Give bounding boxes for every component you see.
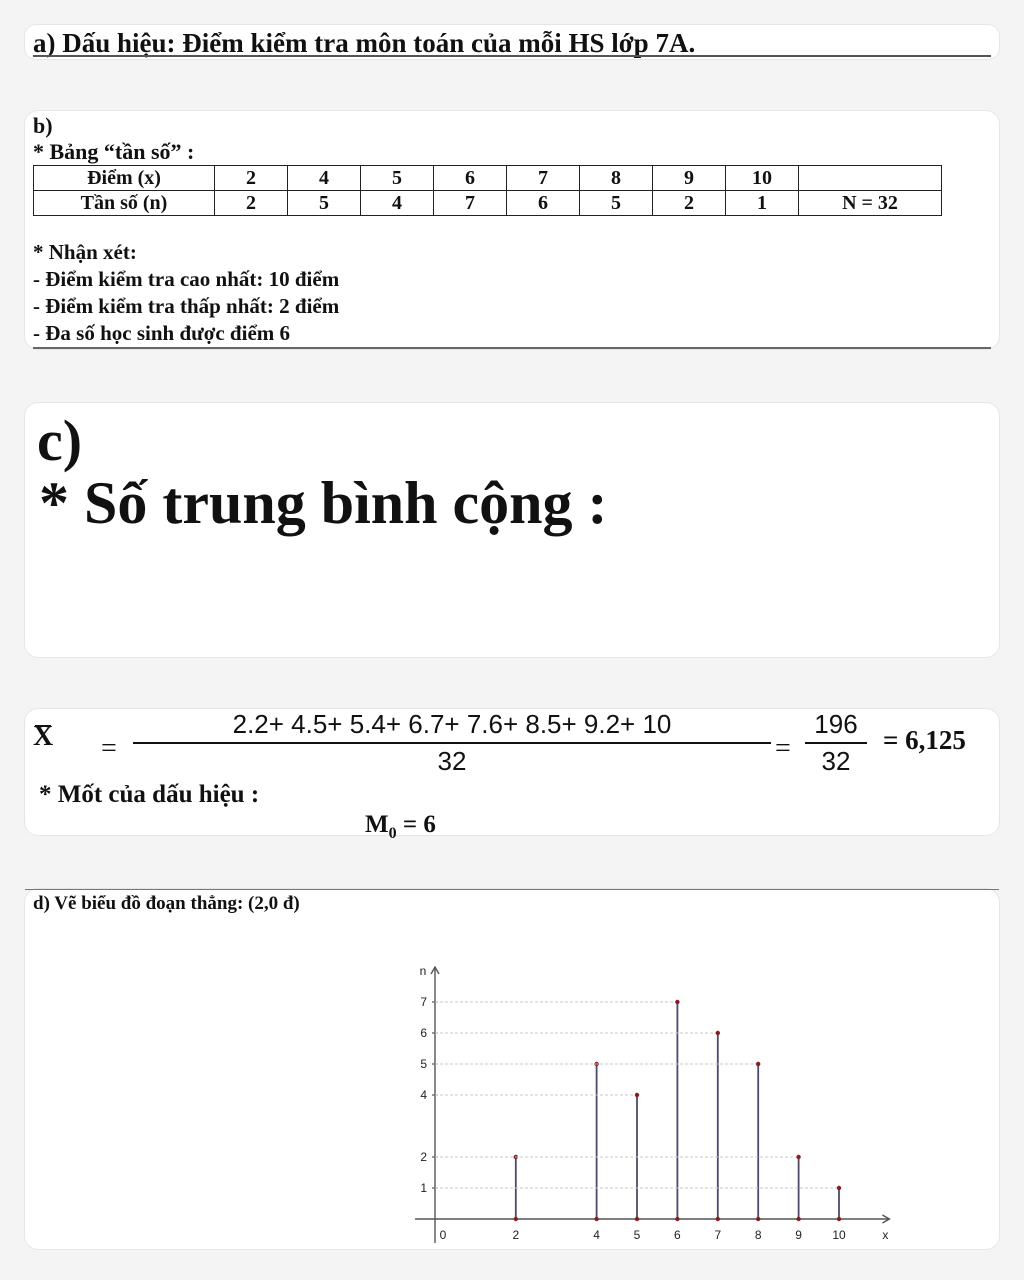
mode-equals: = 6 [402, 811, 436, 838]
section-a-card [24, 24, 1000, 60]
equals-sign: = [775, 733, 791, 764]
score-cell: 8 [580, 166, 653, 191]
frequency-header-cell: Tần số (n) [34, 191, 215, 216]
score-cell: 9 [653, 166, 726, 191]
frequency-cell: 4 [361, 191, 434, 216]
segment-base-point [675, 1217, 679, 1221]
segment-top-point [635, 1093, 639, 1097]
mean-fraction [133, 709, 771, 777]
x-tick-label: 6 [674, 1228, 681, 1242]
y-tick-label: 6 [420, 1026, 427, 1040]
fraction-denominator: 32 [821, 746, 851, 776]
remark-item: - Điểm kiểm tra thấp nhất: 2 điểm [33, 294, 340, 318]
segment-base-point [635, 1217, 639, 1221]
y-tick-label: 1 [420, 1181, 427, 1195]
frequency-cell: 5 [580, 191, 653, 216]
segment-base-point [514, 1217, 518, 1221]
chart-instruction: d) Vẽ biểu đồ đoạn thẳng: (2,0 đ) [33, 893, 300, 914]
mean-title: * Số trung bình cộng : [39, 470, 608, 536]
score-cell: 2 [215, 166, 288, 191]
x-tick-label: 4 [593, 1228, 600, 1242]
frequency-table-title: * Bảng “tần số” : [33, 139, 195, 164]
total-cell: N = 32 [799, 191, 942, 216]
x-tick-label: 10 [832, 1228, 846, 1242]
frequency-table [33, 165, 942, 216]
sign-statement: a) Dấu hiệu: Điểm kiểm tra môn toán của mỗi HS lớp 7A. [33, 28, 696, 58]
frequency-cell: 2 [653, 191, 726, 216]
x-tick-label: 5 [633, 1228, 641, 1242]
y-tick-label: 5 [420, 1057, 427, 1071]
x-tick-label: 0 [439, 1228, 447, 1242]
mean-symbol [33, 721, 53, 753]
section-c-card [24, 402, 1000, 658]
segment-top-point [796, 1155, 800, 1159]
empty-cell [799, 166, 942, 191]
frequency-cell: 7 [434, 191, 507, 216]
mode-subscript: 0 [388, 825, 397, 842]
segment-top-point [756, 1062, 760, 1066]
score-cell: 7 [507, 166, 580, 191]
segment-top-point [716, 1031, 720, 1035]
x-tick-label: 7 [714, 1228, 722, 1242]
score-row [34, 166, 942, 191]
remark-item: - Đa số học sinh được điểm 6 [33, 321, 291, 345]
fraction-bar [133, 742, 771, 744]
segment-top-point [837, 1186, 841, 1190]
frequency-row [34, 191, 942, 216]
y-tick-label: 4 [420, 1088, 427, 1102]
mean-result: = 6,125 [883, 725, 966, 755]
remarks [33, 239, 339, 347]
remarks-title: * Nhận xét: [33, 240, 137, 264]
segment-base-point [837, 1217, 841, 1221]
score-cell: 10 [726, 166, 799, 191]
y-tick-label: 7 [420, 995, 427, 1009]
divider [33, 55, 991, 57]
remark-item: - Điểm kiểm tra cao nhất: 10 điểm [33, 267, 340, 291]
y-axis-label: n [419, 964, 427, 978]
score-cell: 6 [434, 166, 507, 191]
frequency-cell: 5 [288, 191, 361, 216]
score-cell: 4 [288, 166, 361, 191]
frequency-cell: 2 [215, 191, 288, 216]
mean-symbol-letter: X [33, 721, 54, 752]
mode-title: * Mốt của dấu hiệu : [39, 781, 260, 808]
mode-value [365, 811, 436, 843]
x-tick-label: 9 [795, 1228, 802, 1242]
segment-base-point [796, 1217, 800, 1221]
fraction-denominator: 32 [437, 746, 467, 776]
x-tick-label: 8 [754, 1228, 762, 1242]
segment-base-point [716, 1217, 720, 1221]
section-b-label: b) [33, 113, 53, 138]
segment-base-point [594, 1217, 598, 1221]
y-tick-label: 2 [420, 1150, 427, 1164]
frequency-cell: 1 [726, 191, 799, 216]
fraction-numerator: 2.2+ 4.5+ 5.4+ 6.7+ 7.6+ 8.5+ 9.2+ 10 [232, 709, 672, 739]
frequency-cell: 6 [507, 191, 580, 216]
score-cell: 5 [361, 166, 434, 191]
divider [33, 347, 991, 349]
score-header-cell: Điểm (x) [34, 166, 215, 191]
overline [35, 725, 51, 727]
segment-top-point [675, 1000, 679, 1004]
section-b-card [24, 110, 1000, 350]
equals-sign: = [101, 733, 117, 764]
fraction-bar [805, 742, 867, 744]
formula-card [24, 708, 1000, 842]
mode-symbol: M [365, 811, 389, 838]
section-c-label: c) [37, 408, 83, 473]
segment-base-point [756, 1217, 760, 1221]
section-d-card [24, 888, 1000, 1250]
fraction-numerator: 196 [814, 709, 858, 739]
x-tick-label: 2 [512, 1228, 520, 1242]
segment-chart [25, 889, 1001, 1251]
x-axis-label: x [882, 1228, 889, 1242]
sum-fraction [805, 709, 867, 777]
